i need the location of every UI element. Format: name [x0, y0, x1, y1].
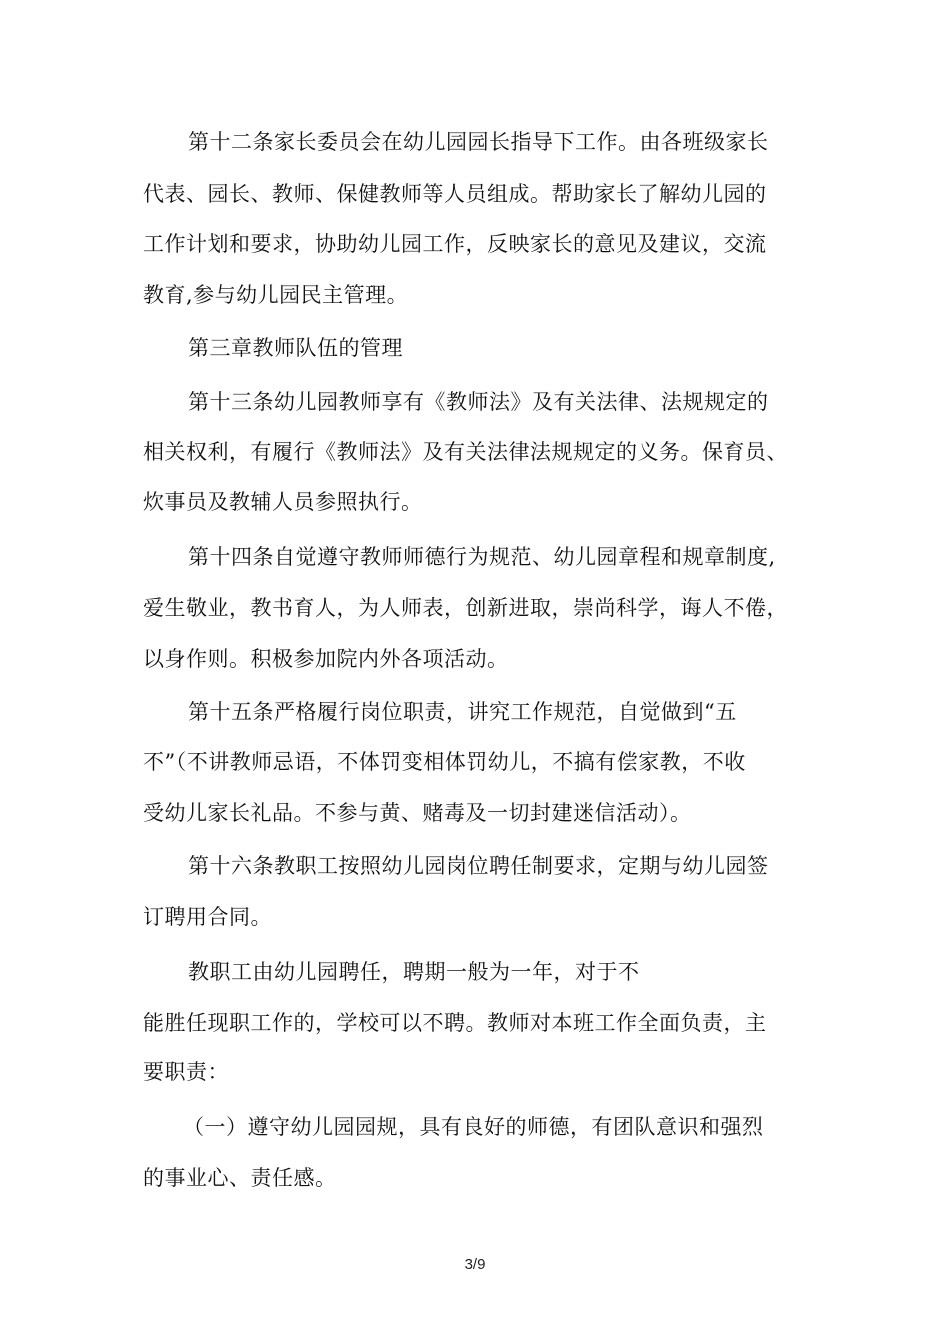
- paragraph-line: 第十四条自觉遵守教师师德行为规范、幼儿园章程和规章制度,: [188, 545, 776, 569]
- paragraph-line: 不”（不讲教师忌语，不体罚变相体罚幼儿，不搞有偿家教，不收: [143, 750, 746, 774]
- chapter-heading: 第三章教师队伍的管理: [188, 336, 403, 360]
- paragraph-line: 教职工由幼儿园聘任，聘期一般为一年，对于不: [188, 960, 640, 984]
- paragraph-line: 能胜任现职工作的，学校可以不聘。教师对本班工作全面负责，主: [143, 1011, 767, 1035]
- paragraph-line: 第十三条幼儿园教师享有《教师法》及有关法律、法规规定的: [188, 390, 769, 414]
- paragraph-line: 工作计划和要求，协助幼儿园工作，反映家长的意见及建议，交流: [143, 232, 767, 256]
- paragraph-line: 代表、园长、教师、保健教师等人员组成。帮助家长了解幼儿园的: [143, 182, 767, 206]
- paragraph-line: 第十六条教职工按照幼儿园岗位聘任制要求，定期与幼儿园签: [188, 854, 769, 878]
- paragraph-line: 相关权利，有履行《教师法》及有关法律法规规定的义务。保育员、: [143, 440, 788, 464]
- paragraph-line: 受幼儿家长礼品。不参与黄、赌毒及一切封建迷信活动）。: [143, 801, 692, 825]
- list-item-line: （一）遵守幼儿园园规，具有良好的师德，有团队意识和强烈: [183, 1115, 764, 1139]
- list-item-line: 的事业心、责任感。: [143, 1166, 337, 1190]
- page-number: 3/9: [464, 1256, 486, 1273]
- paragraph-line: 第十五条严格履行岗位职责，讲究工作规范，自觉做到“五: [188, 700, 737, 724]
- paragraph-line: 爱生敬业，教书育人，为人师表，创新进取，崇尚科学，诲人不倦，: [143, 596, 788, 620]
- paragraph-line: 教育,参与幼儿园民主管理。: [143, 283, 409, 307]
- paragraph-line: 第十二条家长委员会在幼儿园园长指导下工作。由各班级家长: [188, 130, 769, 154]
- paragraph-line: 炊事员及教辅人员参照执行。: [143, 490, 423, 514]
- paragraph-line: 以身作则。积极参加院内外各项活动。: [143, 647, 509, 671]
- paragraph-line: 订聘用合同。: [143, 905, 272, 929]
- paragraph-line: 要职责：: [143, 1060, 229, 1084]
